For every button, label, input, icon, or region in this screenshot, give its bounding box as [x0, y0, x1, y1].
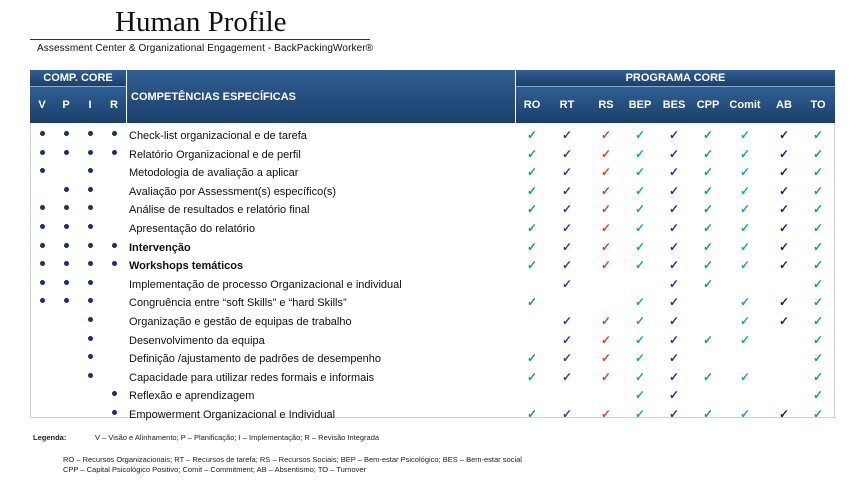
check-icon-rs: ✓ [600, 332, 612, 347]
core-dot-r [112, 410, 117, 415]
check-icon-comit: ✓ [739, 183, 751, 198]
check-icon-cpp: ✓ [702, 369, 714, 384]
core-dot-v [40, 280, 45, 285]
check-icon-to: ✓ [812, 239, 824, 254]
programa-column-bep: BEP [628, 99, 652, 111]
check-icon-ab: ✓ [778, 128, 790, 142]
comp-core-column-v: V [38, 99, 46, 111]
check-icon-bes: ✓ [668, 369, 680, 384]
check-icon-bes: ✓ [668, 165, 680, 180]
check-icon-to: ✓ [812, 388, 824, 403]
check-icon-rs: ✓ [600, 146, 612, 161]
check-icon-ro: ✓ [526, 202, 538, 217]
check-icon-bes: ✓ [668, 202, 680, 217]
check-icon-to: ✓ [812, 221, 824, 235]
table-row [30, 164, 835, 182]
competencias-header-label: COMPETÊNCIAS ESPECÍFICAS [131, 90, 297, 103]
core-dot-i [88, 187, 93, 192]
core-dot-v [40, 261, 45, 266]
competencias-header [127, 70, 515, 123]
check-icon-ab: ✓ [778, 183, 790, 198]
comp-core-columns [30, 87, 126, 123]
check-icon-rt: ✓ [561, 165, 573, 180]
check-icon-rs: ✓ [600, 351, 612, 366]
page-subtitle: Assessment Center & Organizational Engagement - BackPackingWorker® [37, 43, 374, 54]
check-icon-cpp: ✓ [702, 202, 714, 217]
competency-label: Organização e gestão de equipas de trabalho [129, 316, 352, 328]
check-icon-comit: ✓ [739, 165, 751, 180]
check-icon-rs: ✓ [600, 202, 612, 217]
check-icon-bes: ✓ [668, 183, 680, 198]
check-icon-rt: ✓ [561, 276, 573, 291]
check-icon-bes: ✓ [668, 221, 680, 235]
check-icon-ab: ✓ [778, 258, 790, 273]
core-dot-i [88, 336, 93, 341]
title-divider [30, 39, 370, 40]
check-icon-to: ✓ [812, 128, 824, 142]
check-icon-to: ✓ [812, 183, 824, 198]
competency-label: Reflexão e aprendizagem [129, 390, 255, 403]
check-icon-comit: ✓ [739, 258, 751, 273]
table-row [30, 239, 835, 257]
check-icon-rt: ✓ [561, 407, 573, 421]
core-dot-i [88, 298, 93, 303]
check-icon-rt: ✓ [561, 128, 573, 142]
check-icon-comit: ✓ [739, 202, 751, 217]
check-icon-bep: ✓ [634, 239, 646, 254]
legend-label: Legenda: [33, 433, 67, 442]
core-dot-p [64, 243, 69, 248]
check-icon-bes: ✓ [668, 314, 680, 328]
programa-column-cpp: CPP [696, 99, 720, 111]
check-icon-ro: ✓ [526, 239, 538, 254]
programa-column-ro: RO [523, 99, 541, 111]
comp-core-column-p: P [62, 99, 70, 111]
check-icon-bep: ✓ [634, 146, 646, 161]
core-dot-p [64, 187, 69, 192]
comp-core-header [30, 70, 126, 87]
competency-label: Desenvolvimento da equipa [129, 334, 265, 347]
table-row [30, 332, 835, 350]
check-icon-bes: ✓ [668, 258, 680, 273]
check-icon-rt: ✓ [561, 146, 573, 161]
core-dot-i [88, 224, 93, 229]
table-row [30, 183, 835, 201]
check-icon-cpp: ✓ [702, 221, 714, 235]
check-icon-to: ✓ [812, 332, 824, 347]
table-row [30, 220, 835, 238]
programa-column-bes: BES [662, 99, 686, 111]
check-icon-ab: ✓ [778, 146, 790, 161]
check-icon-to: ✓ [812, 407, 824, 421]
check-icon-comit: ✓ [739, 239, 751, 254]
check-icon-ab: ✓ [778, 202, 790, 217]
core-dot-r [112, 131, 117, 136]
core-dot-v [40, 298, 45, 303]
core-dot-i [88, 168, 93, 173]
check-icon-bes: ✓ [668, 332, 680, 347]
check-icon-cpp: ✓ [702, 183, 714, 198]
programa-column-comit: Comit [729, 99, 761, 111]
check-icon-bep: ✓ [634, 351, 646, 366]
legend-line-3: CPP – Capital Psicológico Positivo; Comit – Commitment; AB – Absentismo; TO – Turnover [63, 465, 367, 474]
check-icon-rs: ✓ [600, 258, 612, 273]
competency-label: Apresentação do relatório [129, 223, 255, 235]
core-dot-v [40, 224, 45, 229]
programa-column-rt: RT [559, 99, 575, 111]
check-icon-to: ✓ [812, 369, 824, 384]
check-icon-to: ✓ [812, 165, 824, 180]
page-title: Human Profile [115, 6, 287, 38]
check-icon-ab: ✓ [778, 314, 790, 328]
check-icon-bes: ✓ [668, 351, 680, 366]
check-icon-to: ✓ [812, 314, 824, 328]
competency-label: Check-list organizacional e de tarefa [129, 130, 307, 142]
check-icon-comit: ✓ [739, 295, 751, 310]
core-dot-p [64, 261, 69, 266]
check-icon-ro: ✓ [526, 128, 538, 142]
check-icon-cpp: ✓ [702, 276, 714, 291]
table-row [30, 294, 835, 312]
check-icon-bes: ✓ [668, 276, 680, 291]
table-row [30, 201, 835, 219]
check-icon-bep: ✓ [634, 183, 646, 198]
core-dot-v [40, 150, 45, 155]
table-row [30, 313, 835, 331]
check-icon-comit: ✓ [739, 128, 751, 142]
legend-line-2: RO – Recursos Organizacionais; RT – Recursos de tarefa; RS – Recursos Sociais; BEP – Bem-estar Psicológico; BES – Bem-estar social [63, 455, 522, 464]
check-icon-rs: ✓ [600, 221, 612, 235]
check-icon-ro: ✓ [526, 295, 538, 310]
check-icon-comit: ✓ [739, 314, 751, 328]
competency-label: Empowerment Organizacional e Individual [129, 409, 336, 421]
core-dot-p [64, 280, 69, 285]
core-dot-r [112, 261, 117, 266]
core-dot-i [88, 280, 93, 285]
check-icon-to: ✓ [812, 295, 824, 310]
comp-core-header-label: COMP. CORE [43, 72, 113, 84]
check-icon-rt: ✓ [561, 369, 573, 384]
check-icon-cpp: ✓ [702, 258, 714, 273]
check-icon-ab: ✓ [778, 407, 790, 421]
core-dot-v [40, 168, 45, 173]
core-dot-r [112, 391, 117, 396]
check-icon-ro: ✓ [526, 221, 538, 235]
check-icon-bes: ✓ [668, 295, 680, 310]
programa-column-rs: RS [598, 99, 614, 111]
core-dot-p [64, 205, 69, 210]
check-icon-rt: ✓ [561, 314, 573, 328]
check-icon-bes: ✓ [668, 388, 680, 403]
check-icon-to: ✓ [812, 351, 824, 366]
core-dot-i [88, 317, 93, 322]
check-icon-ro: ✓ [526, 258, 538, 273]
programa-core-columns [516, 87, 835, 123]
check-icon-rs: ✓ [600, 239, 612, 254]
table-row [30, 276, 835, 294]
competency-label: Relatório Organizacional e de perfil [129, 148, 301, 161]
check-icon-rs: ✓ [600, 369, 612, 384]
check-icon-bep: ✓ [634, 407, 646, 421]
core-dot-i [88, 131, 93, 136]
check-icon-to: ✓ [812, 146, 824, 161]
check-icon-rt: ✓ [561, 239, 573, 254]
table-row [30, 146, 835, 164]
legend-line-1: V – Visão e Alinhamento; P – Planificação; I – Implementação; R – Revisão Integrada [95, 433, 380, 442]
core-dot-i [88, 150, 93, 155]
check-icon-cpp: ✓ [702, 165, 714, 180]
check-icon-comit: ✓ [739, 407, 751, 421]
check-icon-bep: ✓ [634, 388, 646, 403]
core-dot-p [64, 150, 69, 155]
check-icon-to: ✓ [812, 202, 824, 217]
check-icon-ro: ✓ [526, 183, 538, 198]
check-icon-bes: ✓ [668, 128, 680, 142]
check-icon-comit: ✓ [739, 369, 751, 384]
core-dot-r [112, 243, 117, 248]
comp-core-column-r: R [110, 99, 118, 111]
competency-label: Definição /ajustamento de padrões de desempenho [129, 353, 381, 366]
check-icon-bep: ✓ [634, 332, 646, 347]
check-icon-rt: ✓ [561, 202, 573, 217]
competency-label: Capacidade para utilizar redes formais e informais [129, 371, 375, 384]
check-icon-cpp: ✓ [702, 407, 714, 421]
core-dot-v [40, 131, 45, 136]
check-icon-cpp: ✓ [702, 146, 714, 161]
check-icon-bep: ✓ [634, 202, 646, 217]
table-row [30, 257, 835, 275]
competency-label: Análise de resultados e relatório final [129, 204, 310, 217]
check-icon-cpp: ✓ [702, 332, 714, 347]
check-icon-rt: ✓ [561, 258, 573, 273]
check-icon-bep: ✓ [634, 128, 646, 142]
table-row [30, 406, 835, 424]
check-icon-ro: ✓ [526, 146, 538, 161]
check-icon-rs: ✓ [600, 165, 612, 180]
comp-core-column-i: I [88, 99, 92, 111]
table-row [30, 127, 835, 145]
competency-label: Avaliação por Assessment(s) específico(s) [129, 185, 337, 198]
check-icon-to: ✓ [812, 276, 824, 291]
check-icon-ro: ✓ [526, 165, 538, 180]
check-icon-bep: ✓ [634, 369, 646, 384]
check-icon-rt: ✓ [561, 221, 573, 235]
core-dot-p [64, 131, 69, 136]
check-icon-bep: ✓ [634, 165, 646, 180]
check-icon-rt: ✓ [561, 332, 573, 347]
competency-label: Implementação de processo Organizacional e individual [129, 278, 402, 291]
check-icon-bes: ✓ [668, 146, 680, 161]
core-dot-i [88, 205, 93, 210]
core-dot-p [64, 298, 69, 303]
table-row [30, 387, 835, 405]
table-row [30, 369, 835, 387]
check-icon-cpp: ✓ [702, 128, 714, 142]
competency-label: Workshops temáticos [129, 260, 244, 273]
check-icon-bep: ✓ [634, 221, 646, 235]
core-dot-i [88, 354, 93, 359]
check-icon-bep: ✓ [634, 258, 646, 273]
check-icon-cpp: ✓ [702, 239, 714, 254]
check-icon-ab: ✓ [778, 295, 790, 310]
competency-label: Intervenção [129, 241, 191, 254]
core-dot-p [64, 224, 69, 229]
programa-column-ab: AB [776, 99, 792, 111]
check-icon-ro: ✓ [526, 407, 538, 421]
core-dot-v [40, 243, 45, 248]
core-dot-v [40, 205, 45, 210]
core-dot-i [88, 243, 93, 248]
core-dot-i [88, 373, 93, 378]
check-icon-rt: ✓ [561, 183, 573, 198]
check-icon-rt: ✓ [561, 351, 573, 366]
check-icon-bes: ✓ [668, 239, 680, 254]
core-dot-r [112, 150, 117, 155]
check-icon-ab: ✓ [778, 221, 790, 235]
check-icon-ro: ✓ [526, 351, 538, 366]
programa-column-to: TO [810, 99, 826, 111]
check-icon-comit: ✓ [739, 146, 751, 161]
check-icon-comit: ✓ [739, 332, 751, 347]
check-icon-to: ✓ [812, 258, 824, 273]
check-icon-rs: ✓ [600, 314, 612, 328]
programa-core-header-label: PROGRAMA CORE [625, 72, 726, 84]
check-icon-ro: ✓ [526, 369, 538, 384]
check-icon-rs: ✓ [600, 407, 612, 421]
check-icon-comit: ✓ [739, 221, 751, 235]
core-dot-i [88, 261, 93, 266]
check-icon-rs: ✓ [600, 128, 612, 142]
check-icon-bes: ✓ [668, 407, 680, 421]
programa-core-header [516, 70, 835, 87]
check-icon-rs: ✓ [600, 183, 612, 198]
table-row [30, 350, 835, 368]
check-icon-bep: ✓ [634, 295, 646, 310]
check-icon-ab: ✓ [778, 239, 790, 254]
check-icon-ab: ✓ [778, 165, 790, 180]
check-icon-bep: ✓ [634, 314, 646, 328]
competency-label: Metodologia de avaliação a aplicar [129, 167, 299, 180]
competency-label: Congruência entre “soft Skills” e “hard Skills” [129, 297, 347, 310]
